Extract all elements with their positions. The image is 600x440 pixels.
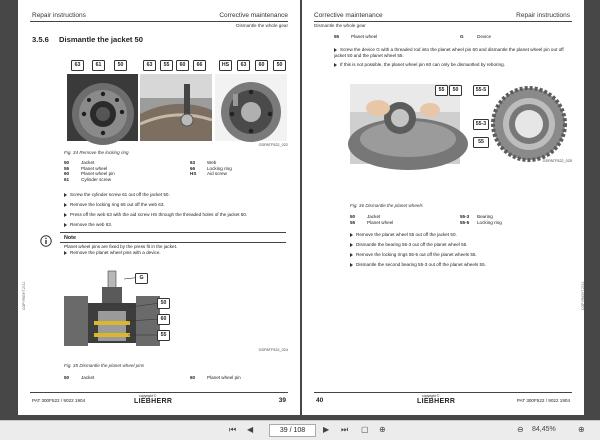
photo-web-aid-screw [215,74,287,141]
callout-label: 63 [71,60,84,71]
footer-doc-id: PAT 300F522 / 9022 1904 [516,398,570,403]
note-rule-top [60,232,286,233]
fit-page-icon[interactable]: ▢ [361,425,369,434]
arrow-icon [350,233,353,237]
side-copyright: COPYRIGHT 2011 [581,281,585,310]
legend-row: 55 Planet wheel G Device [334,34,492,39]
steps-list [350,232,486,272]
list-item: Remove the locking rings 55-5 out off the planet wheels 55. [350,252,486,262]
footer-doc-id: PAT 300F522 / 9022 1904 [32,398,86,403]
note-text: Planet wheel pins are fixed by the press fit in the jacket. [64,244,178,249]
callout-label: 55-3 [473,119,489,130]
section-heading [32,35,143,44]
callout-label: 60 [255,60,268,71]
arrow-icon [64,251,67,255]
page-number: 39 [278,397,286,404]
footer-rule [30,392,288,393]
legend-row: 55 Planet wheel 66 Locking ring [64,165,232,171]
callout-label: 55 [157,330,170,341]
callout-label: 66 [193,60,206,71]
callout-label: 55 [160,60,173,71]
list-item: Remove the web 63. [64,222,247,232]
header-left: Repair instructions [32,12,86,19]
zoom-out-icon[interactable]: ⊖ [517,425,524,434]
legend-row: 50 Jacket 55-3 Bearing [350,214,493,219]
callout-label: 60 [176,60,189,71]
note-title: Note [64,235,76,241]
arrow-icon [350,253,353,257]
list-item: Dismantle the second bearing 55-3 out off the planet wheels 55. [350,262,486,272]
callout-label: 50 [449,85,462,96]
first-page-icon[interactable]: ⏮ [229,425,237,434]
legend-row: 60 Planet wheel pin HS Aid screw [64,171,227,177]
brand-logo: LIEBHERR [134,398,173,405]
list-item: If this is not possible, the planet wheel pin 60 can only be dismantled by reboring. [334,62,564,68]
legend-row: 50 Jacket 63 Web [64,160,217,165]
callout-label: 63 [143,60,156,71]
arrow-icon [64,213,67,217]
callout-label: 60 [157,314,170,325]
photo-planet-wheel-bearing [489,84,566,164]
photo-jacket-screws [67,74,138,141]
steps-list [64,192,247,232]
arrow-icon [334,48,337,52]
callout-label: 55-5 [473,85,489,96]
figure-caption: Fig. 36 Dismantle the planet wheels [350,203,423,208]
photo-locking-ring [140,74,212,141]
arrow-icon [350,243,353,247]
arrow-icon [350,263,353,267]
photo-ref: GSPATF522_025 [542,159,572,163]
steps-list [334,47,564,68]
zoom-in-icon[interactable]: ⊕ [379,425,386,434]
brand-logo: LIEBHERR [417,398,456,405]
header-rule [314,21,572,22]
legend-row: 61 Cylinder screw [64,176,112,182]
arrow-icon [64,223,67,227]
left-page [18,0,300,415]
callout-label: 61 [92,60,105,71]
page-number: 40 [316,397,324,404]
side-copyright: COPYRIGHT 2011 [22,281,26,310]
callout-label: 50 [273,60,286,71]
callout-label: G [135,273,148,284]
arrow-icon [64,203,67,207]
arrow-icon [64,193,67,197]
header-sub: Dismantle the whole gear [314,23,366,28]
photo-planet-wheel-removal [350,84,460,164]
next-page-icon[interactable]: ▶ [323,425,330,434]
callout-label: 50 [114,60,127,71]
info-icon [40,234,52,252]
callout-label: 55 [435,85,448,96]
figure-caption: Fig. 34 Remove the locking ring [64,150,129,155]
page-number-input[interactable]: 39 / 108 [269,424,316,437]
legend-table [64,160,264,182]
list-item: Screw the device G with a threaded rod into the planet wheel pin 60 and dismantle the planet wheel pin out off jacket 50 and the planet wheel 55. [334,47,564,58]
header-right: Repair instructions [516,12,570,19]
list-item: Dismantle the bearing 55-3 out off the planet wheel 55. [350,242,486,252]
callout-label: 50 [157,298,170,309]
footer-copyright: copyright © [422,394,440,398]
prev-page-icon[interactable]: ◀ [247,425,254,434]
footer-copyright: copyright © [139,394,157,398]
viewer-toolbar [0,420,600,440]
right-page [302,0,584,415]
zoom-add-icon[interactable]: ⊕ [578,425,585,434]
list-item: Remove the locking ring 66 out off the web 63. [64,202,247,212]
list-item: Press off the web 63 with the aid screw HS through the threaded holes of the jacket 50. [64,212,247,222]
last-page-icon[interactable]: ⏭ [341,425,349,434]
legend-row: 55 Planet wheel 55-5 Locking ring [350,220,502,225]
legend-row: 50 Jacket 60 Planet wheel pin [64,375,241,380]
section-title: Dismantle the jacket 50 [59,35,144,44]
header-sub: Dismantle the whole gear [236,23,288,28]
header-right: Corrective maintenance [219,12,288,19]
legend-table [350,214,560,226]
callout-label: 63 [237,60,250,71]
callout-label: 55 [473,137,489,148]
zoom-level[interactable]: 84,45% [532,426,556,433]
arrow-icon [334,63,337,67]
callout-label: HS [219,60,232,71]
list-item: Screw the cylinder screw 61 out off the jacket 50. [64,192,247,202]
photo-ref: GSPATF522_022 [258,143,288,147]
footer-rule [314,392,572,393]
list-item: Remove the planet wheel pins with a device. [64,250,161,255]
list-item: Remove the planet wheel 55 out off the jacket 50. [350,232,486,242]
header-rule [30,21,288,22]
figure-caption: Fig. 35 Dismantle the planet wheel pins [64,363,145,368]
header-left: Corrective maintenance [314,12,383,19]
note-rule-mid [60,242,286,243]
section-number: 3.5.6 [32,35,49,44]
diagram-ref: GSPATF522_024 [258,348,288,352]
